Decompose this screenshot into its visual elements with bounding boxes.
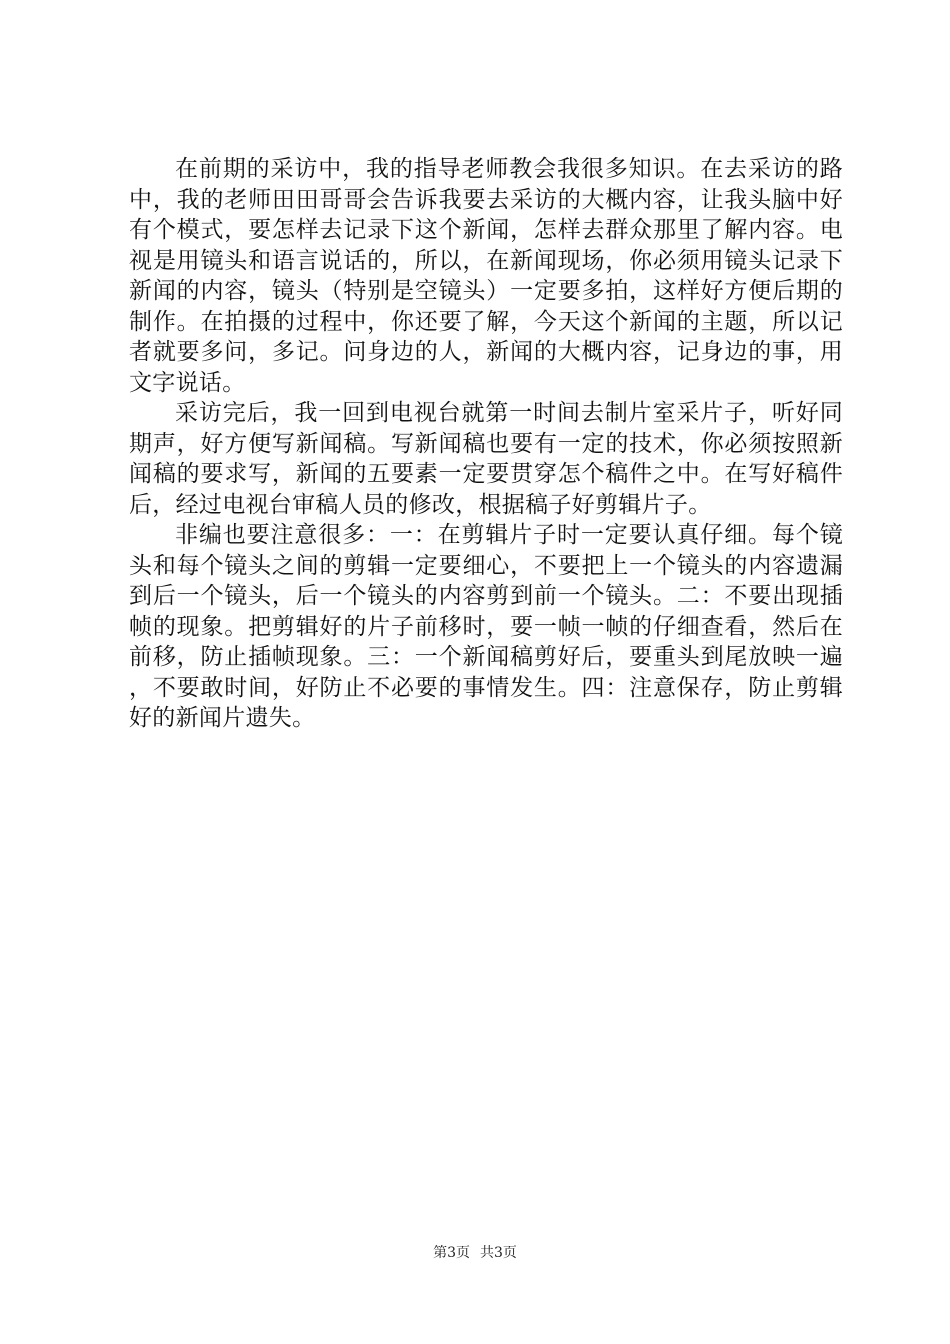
paragraph-editing: 非编也要注意很多：一：在剪辑片子时一定要认真仔细。每个镜头和每个镜头之间的剪辑一定要细心，不要把上一个镜头的内容遗漏到后一个镜头，后一个镜头的内容剪到前一个镜头。二：不要出现插帧的现象。把剪辑好的片子前移时，要一帧一帧的仔细查看，然后在前移，防止插帧现象。三：一个新闻稿剪好后，要重头到尾放映一遍，不要敢时间，好防止不必要的事情发生。四：注意保存，防止剪辑好的新闻片遗失。 (129, 522, 843, 731)
page-footer (0, 1244, 950, 1262)
page-number: 第3页 (433, 1245, 470, 1261)
page-total: 共3页 (480, 1245, 517, 1261)
paragraph-writing: 采访完后，我一回到电视台就第一时间去制片室采片子，听好同期声，好方便写新闻稿。写新闻稿也要有一定的技术，你必须按照新闻稿的要求写，新闻的五要素一定要贯穿怎个稿件之中。在写好稿件后，经过电视台审稿人员的修改，根据稿子好剪辑片子。 (129, 400, 843, 518)
paragraph-interview: 在前期的采访中，我的指导老师教会我很多知识。在去采访的路中，我的老师田田哥哥会告诉我要去采访的大概内容，让我头脑中好有个模式，要怎样去记录下这个新闻，怎样去群众那里了解内容。电视是用镜头和语言说话的，所以，在新闻现场，你必须用镜头记录下新闻的内容，镜头（特别是空镜头）一定要多拍，这样好方便后期的制作。在拍摄的过程中，你还要了解，今天这个新闻的主题，所以记者就要多问，多记。问身边的人，新闻的大概内容，记身边的事，用文字说话。 (129, 156, 843, 396)
document-body (129, 154, 843, 734)
